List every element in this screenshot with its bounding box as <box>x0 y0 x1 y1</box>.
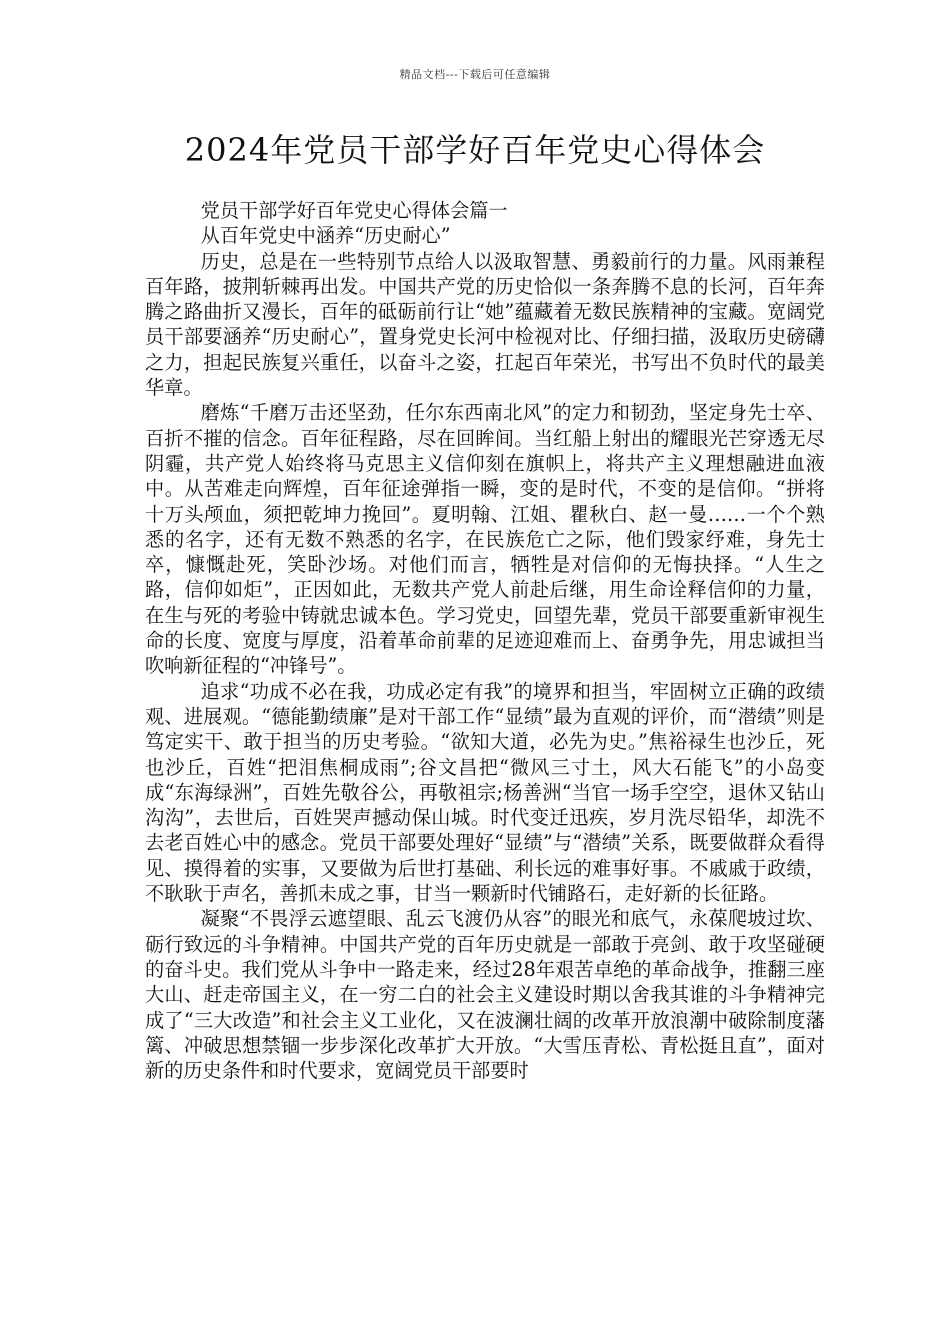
section-subheading: 从百年党史中涵养“历史耐心” <box>200 224 451 248</box>
section-heading: 党员干部学好百年党史心得体会篇一 <box>200 199 508 222</box>
body-paragraph: 历史，总是在一些特别节点给人以汲取智慧、勇毅前行的力量。风雨兼程百年路，披荆斩棘再出发。中国共产党的历史恰似一条奔腾不息的长河，百年奔腾之路曲折又漫长，百年的砥砺前行让“她”蕴藏着无数民族精神的宝藏。宽阔党员干部要涵养“历史耐心”，置身党史长河中检视对比、仔细扫描，汲取历史磅礴之力，担起民族复兴重任，以奋斗之姿，扛起百年荣光，书写出不负时代的最美华章。 <box>145 249 825 400</box>
body-paragraph: 追求“功成不必在我，功成必定有我”的境界和担当，牢固树立正确的政绩观、进展观。“德能勤绩廉”是对干部工作“显绩”最为直观的评价，而“潜绩”则是笃定实干、敢于担当的历史考验。“欲知大道，必先为史。”焦裕禄生也沙丘，死也沙丘，百姓“把泪焦桐成雨”;谷文昌把“微风三寸土，风大石能飞”的小岛变成“东海绿洲”，百姓先敬谷公，再敬祖宗;杨善洲“当官一场手空空，退休又钻山沟沟”，去世后，百姓哭声撼动保山城。时代变迁迅疾，岁月洗尽铅华，却洗不去老百姓心中的感念。党员干部要处理好“显绩”与“潜绩”关系，既要做群众看得见、摸得着的实事，又要做为后世打基础、利长远的难事好事。不戚戚于政绩，不耿耿于声名，善抓未成之事，甘当一颗新时代铺路石，走好新的长征路。 <box>145 679 825 906</box>
document-title: 2024年党员干部学好百年党史心得体会 <box>184 131 766 169</box>
document-body <box>145 198 825 1083</box>
header-note: 精品文档---下载后可任意编辑 <box>399 68 551 81</box>
body-paragraph: 磨炼“千磨万击还坚劲，任尔东西南北风”的定力和韧劲，坚定身先士卒、百折不摧的信念。百年征程路，尽在回眸间。当红船上射出的耀眼光芒穿透无尽阴霾，共产党人始终将马克思主义信仰刻在旗帜上，将共产主义理想融进血液中。从苦难走向辉煌，百年征途弹指一瞬，变的是时代，不变的是信仰。“拼将十万头颅血，须把乾坤力挽回”。夏明翰、江姐、瞿秋白、赵一曼……一个个熟悉的名字，还有无数不熟悉的名字，在民族危亡之际，他们毁家纾难，身先士卒，慷慨赴死，笑卧沙场。对他们而言，牺牲是对信仰的无悔抉择。“人生之路，信仰如炬”，正因如此，无数共产党人前赴后继，用生命诠释信仰的力量，在生与死的考验中铸就忠诚本色。学习党史，回望先辈，党员干部要重新审视生命的长度、宽度与厚度，沿着革命前辈的足迹迎难而上、奋勇争先，用忠诚担当吹响新征程的“冲锋号”。 <box>145 401 825 678</box>
body-paragraph: 凝聚“不畏浮云遮望眼、乱云飞渡仍从容”的眼光和底气，永葆爬坡过坎、砺行致远的斗争精神。中国共产党的百年历史就是一部敢于亮剑、敢于攻坚碰硬的奋斗史。我们党从斗争中一路走来，经过28年艰苦卓绝的革命战争，推翻三座大山、赶走帝国主义，在一穷二白的社会主义建设时期以舍我其谁的斗争精神完成了“三大改造”和社会主义工业化，又在波澜壮阔的改革开放浪潮中破除制度藩篱、冲破思想禁锢一步步深化改革扩大开放。“大雪压青松、青松挺且直”，面对新的历史条件和时代要求，宽阔党员干部要时 <box>145 907 825 1083</box>
